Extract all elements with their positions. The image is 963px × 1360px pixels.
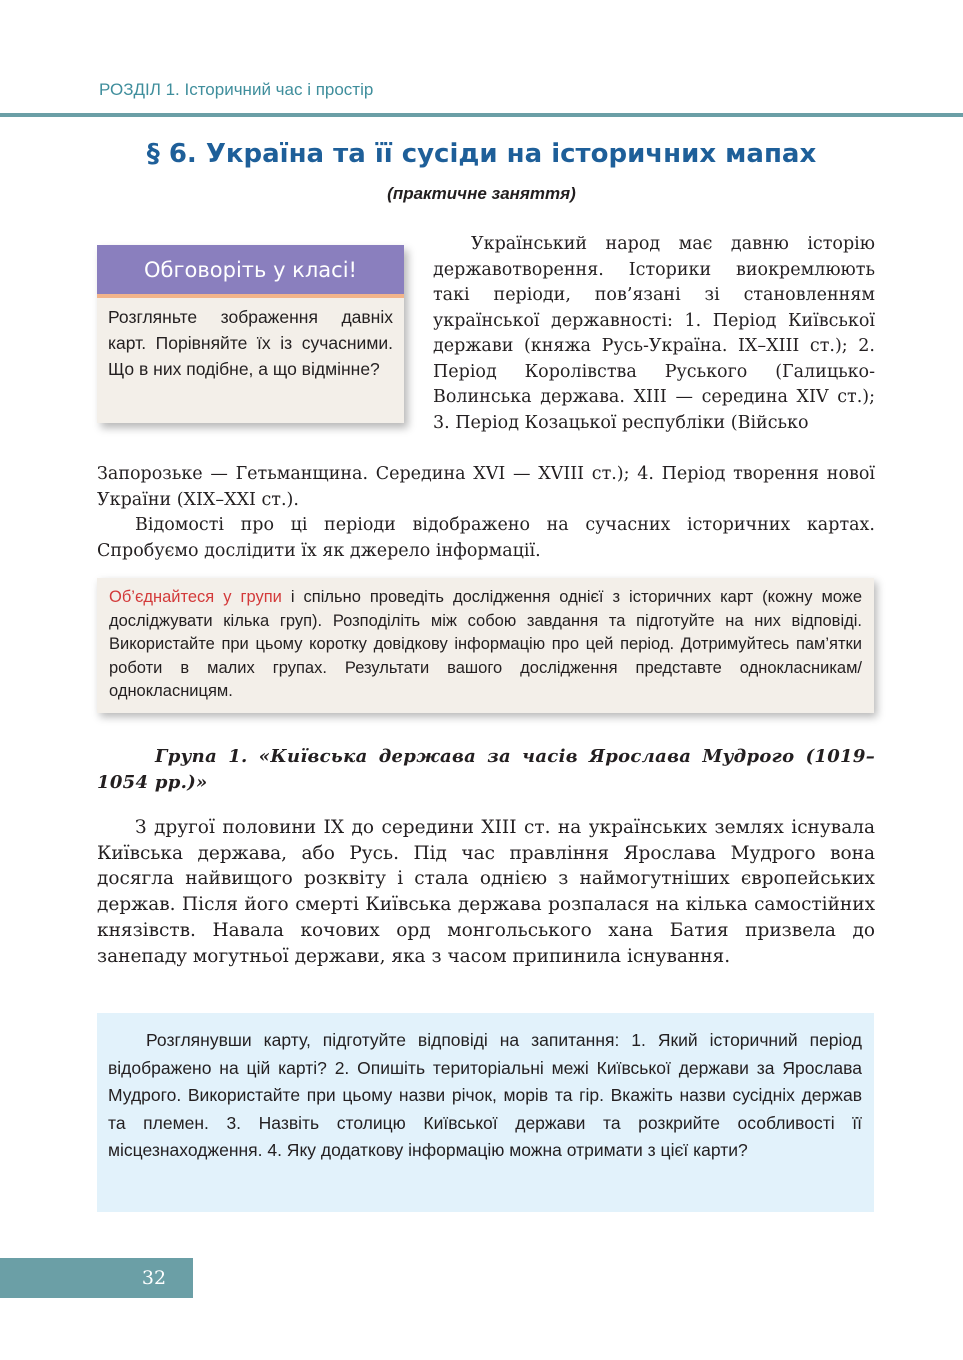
group-task-accent: Об’єднайтеся у групи (109, 588, 282, 606)
discuss-box-heading: Обговоріть у класі! (97, 245, 404, 298)
intro-paragraph (433, 232, 875, 436)
discuss-box-text: Розгляньте зображення давніх карт. Порівняйте їх із сучасними. Що в них подібне, а що відмінне? (108, 307, 393, 379)
section-title: § 6. Україна та її сусіди на історичних мапах (146, 139, 817, 169)
task-box: Розглянувши карту, підготуйте відповіді на запитання: 1. Який історичний період відображено на цій карті? 2. Опишіть територіальні межі Київської держави за Ярослава Мудрого. Використайте при цьому назви річок, морів та гір. Вкажіть назви сусідніх держав та племен. 3. Назвіть столицю Київської держави та розкрийте особливості її місцезнаходження. 4. Яку додаткову інформацію можна отримати з цієї карти? (97, 1013, 874, 1212)
running-head: РОЗДІЛ 1. Історичний час і простір (99, 80, 374, 99)
intro-paragraph-continued: Запорозьке — Гетьманщина. Середина XVI — XVIII ст.); 4. Період творення нової України (XIX–XXI ст.). (97, 464, 875, 510)
group1-heading: Група 1. «Київська держава за часів Ярослава Мудрого (1019–1054 рр.)» (97, 746, 875, 793)
group1-text: З другої половини IX до середини XIII ст. на українських землях існувала Київська держава, або Русь. Під час правління Ярослава Мудрого вона досягла найвищого розквіту і стала однією з наймогутніших європейських держав. Після його смерті Київська держава розпалася на кілька самостійних князівств. Навала кочових орд монгольського хана Батия призвела до занепаду могутньої держави, яка з часом припинила існування. (97, 817, 875, 967)
intro-paragraph-2: Відомості про ці періоди відображено на сучасних історичних картах. Спробуємо дослідити їх як джерело інформації. (97, 515, 875, 561)
discuss-box (97, 245, 404, 423)
intro-text-beside-box: Український народ має давню історію державотворення. Історики виокремлюють такі періоди, пов’язані зі становленням української державності: 1. Період Київської держави (княжа Русь-Україна. IX–XIII ст.); 2. Період Королівства Руського (Галицько-Волинська держава. XIII — середина XIV ст.); 3. Період Козацької республіки (Військо (433, 234, 875, 433)
group-task-box (97, 578, 874, 713)
section-subtitle: (практичне заняття) (387, 184, 576, 203)
header-rule (0, 113, 963, 117)
group-task-text: і спільно проведіть дослідження однієї з історичних карт (кожну може досліджувати кілька груп). Розподіліть між собою завдання та підготуйте на них відповіді. Використайте при цьому коротку довідкову інформацію про цей період. Дотримуйтесь пам’ятки роботи в малих групах. Результати вашого дослідження представте однокласникам/однокласницям. (109, 588, 862, 700)
page-number: 32 (141, 1267, 167, 1289)
